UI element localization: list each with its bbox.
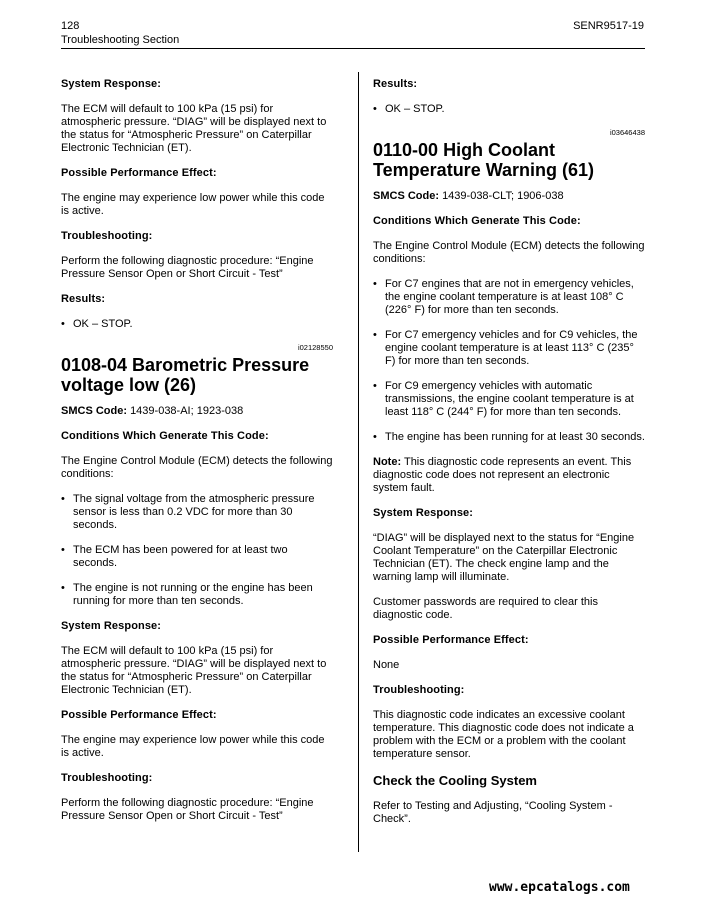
note-label: Note: <box>373 456 402 468</box>
smcs-label: SMCS Code: <box>373 190 439 202</box>
system-response-heading: System Response: <box>373 507 474 519</box>
code-title: 0110-00 High Coolant Temperature Warning (61) <box>373 140 595 180</box>
results-heading: Results: <box>373 78 418 90</box>
section-title: Troubleshooting Section <box>61 34 180 46</box>
code-title: 0108-04 Barometric Pressure voltage low (26) <box>61 355 310 395</box>
document-id: SENR9517-19 <box>573 20 644 32</box>
troubleshooting-heading: Troubleshooting: <box>61 772 153 784</box>
performance-effect-text: The engine may experience low power while this code is active. <box>61 734 325 759</box>
condition-item: • For C7 emergency vehicles and for C9 vehicles, the engine coolant temperature is at least 113° C (235° F) for more than ten seconds. <box>373 329 645 368</box>
performance-effect-text: The engine may experience low power while this code is active. <box>61 192 325 217</box>
column-divider <box>358 72 359 852</box>
smcs-value: 1439-038-CLT; 1906-038 <box>442 190 564 202</box>
check-cooling-heading: Check the Cooling System <box>373 773 537 788</box>
conditions-heading: Conditions Which Generate This Code: <box>373 215 581 227</box>
condition-item: • For C7 engines that are not in emergency vehicles, the engine coolant temperature is at least 108° C (226° F) for more than ten seconds. <box>373 278 645 317</box>
smcs-line <box>61 405 333 418</box>
passwords-text: Customer passwords are required to clear this diagnostic code. <box>373 596 598 621</box>
results-heading: Results: <box>61 293 106 305</box>
page-number: 128 <box>61 20 80 32</box>
troubleshooting-text: This diagnostic code indicates an excessive coolant temperature. This diagnostic code does not indicate a problem with the ECM or a problem with the coolant temperature sensor. <box>373 709 634 760</box>
performance-effect-heading: Possible Performance Effect: <box>61 709 217 721</box>
smcs-label: SMCS Code: <box>61 405 127 417</box>
results-item: • OK – STOP. <box>61 318 333 331</box>
condition-item: • The ECM has been powered for at least two seconds. <box>61 544 333 570</box>
reference-id: i02128550 <box>297 343 333 352</box>
troubleshooting-text: Perform the following diagnostic procedure: “Engine Pressure Sensor Open or Short Circuit - Test” <box>61 797 314 822</box>
note-text: This diagnostic code represents an event. This diagnostic code does not represent an electronic system fault. <box>373 456 632 494</box>
left-column <box>61 78 333 835</box>
note <box>373 456 645 495</box>
right-column <box>373 78 645 838</box>
smcs-line <box>373 190 645 203</box>
troubleshooting-heading: Troubleshooting: <box>61 230 153 242</box>
results-item: • OK – STOP. <box>373 103 645 116</box>
condition-item: • The signal voltage from the atmospheric pressure sensor is less than 0.2 VDC for more than 30 seconds. <box>61 493 333 532</box>
condition-item: • The engine has been running for at least 30 seconds. <box>373 431 645 444</box>
system-response-text: “DIAG” will be displayed next to the status for “Engine Coolant Temperature” on the Caterpillar Electronic Technician (ET). The check engine lamp and the warning lamp will illuminate. <box>373 532 635 583</box>
watermark: www.epcatalogs.com <box>489 880 630 895</box>
header-rule <box>61 48 645 49</box>
troubleshooting-heading: Troubleshooting: <box>373 684 465 696</box>
performance-effect-heading: Possible Performance Effect: <box>61 167 217 179</box>
conditions-intro: The Engine Control Module (ECM) detects the following conditions: <box>373 240 645 265</box>
smcs-value: 1439-038-AI; 1923-038 <box>130 405 244 417</box>
troubleshooting-text: Perform the following diagnostic procedure: “Engine Pressure Sensor Open or Short Circuit - Test” <box>61 255 314 280</box>
system-response-text: The ECM will default to 100 kPa (15 psi) for atmospheric pressure. “DIAG” will be displayed next to the status for “Atmospheric Pressure” on Caterpillar Electronic Technician (ET). <box>61 103 327 154</box>
performance-effect-text: None <box>373 659 400 671</box>
condition-item: • For C9 emergency vehicles with automatic transmissions, the engine coolant temperature is at least 118° C (244° F) for more than ten seconds. <box>373 380 645 419</box>
conditions-heading: Conditions Which Generate This Code: <box>61 430 269 442</box>
conditions-intro: The Engine Control Module (ECM) detects the following conditions: <box>61 455 333 480</box>
system-response-heading: System Response: <box>61 78 162 90</box>
system-response-text: The ECM will default to 100 kPa (15 psi) for atmospheric pressure. “DIAG” will be displayed next to the status for “Atmospheric Pressure” on Caterpillar Electronic Technician (ET). <box>61 645 327 696</box>
performance-effect-heading: Possible Performance Effect: <box>373 634 529 646</box>
reference-id: i03646438 <box>609 128 645 137</box>
system-response-heading: System Response: <box>61 620 162 632</box>
check-cooling-text: Refer to Testing and Adjusting, “Cooling System - Check”. <box>373 800 613 825</box>
condition-item: • The engine is not running or the engine has been running for more than ten seconds. <box>61 582 333 608</box>
